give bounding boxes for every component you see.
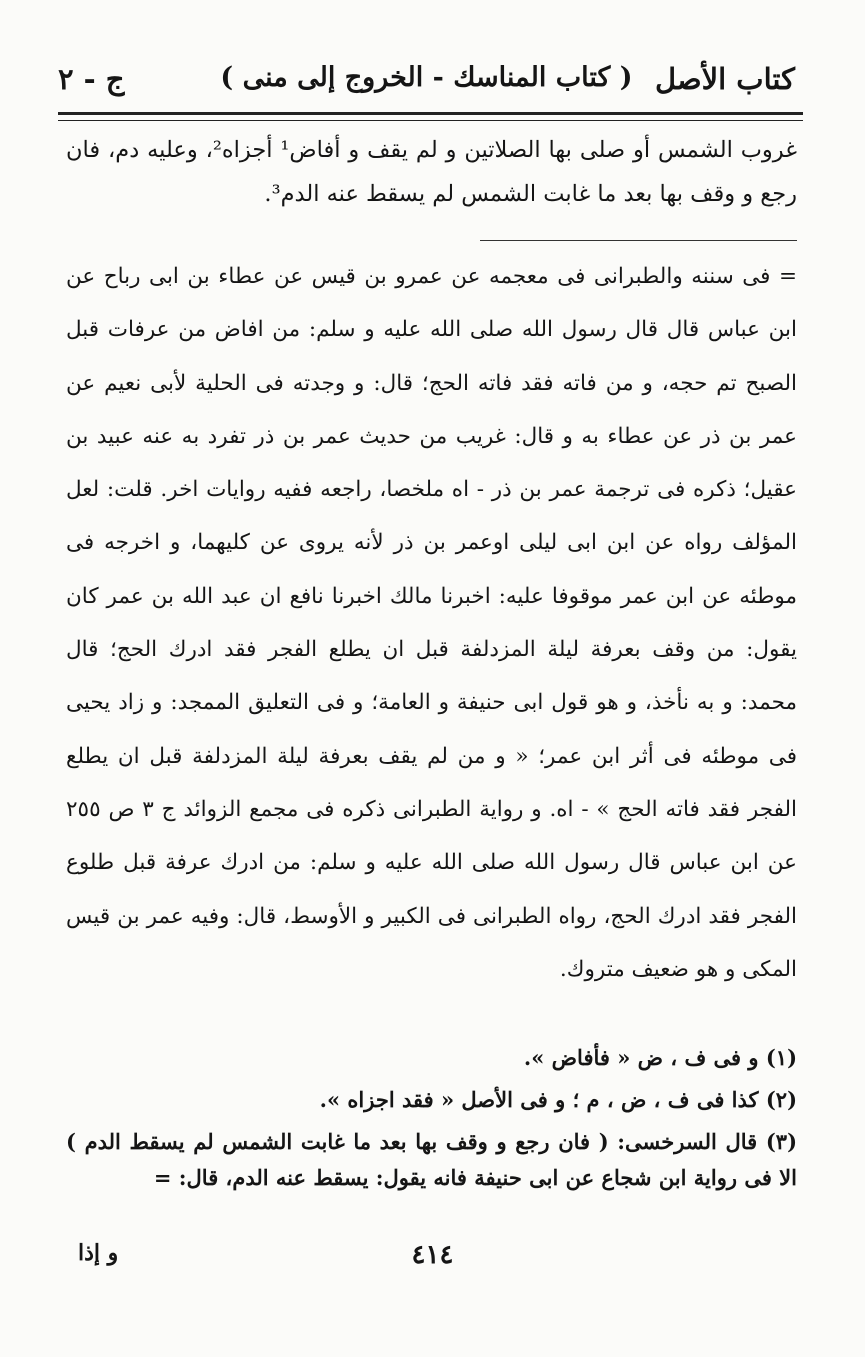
annotation-text: = فى سننه والطبرانى فى معجمه عن عمرو بن قيس عن عطاء بن ابى رباح عن ابن عباس قال قال رسول الله صلى الله عليه و سلم: من افاض من عرفات قبل الصبح تم حجه، و من فاته فقد فاته الحج؛ قال: و وجدته فى الحلية لأبى نعيم عن عمر بن ذر عن عطاء به و قال: غريب من حديث عمر بن ذر تفرد به عنه عبيد بن عقيل؛ ذكره فى ترجمة عمر بن ذر - اه ملخصا، راجعه ففيه روايات اخر. قلت: لعل المؤلف رواه عن ابن ابى ليلى اوعمر بن ذر لأنه يروى عن كليهما، و اخرجه فى موطئه عن ابن عمر موقوفا عليه: اخبرنا مالك اخبرنا نافع ان عبد الله بن عمر كان يقول: من وقف بعرفة ليلة المزدلفة قبل ان يطلع الفجر فقد ادرك الحج؛ قال محمد: و به نأخذ، و هو قول ابى حنيفة و العامة؛ و فى التعليق الممجد: و زاد يحيى فى موطئه فى أثر ابن عمر؛ « و من لم يقف بعرفة ليلة المزدلفة قبل ان يطلع الفجر فقد فاته الحج » - اه. و رواية الطبرانى ذكره فى مجمع الزوائد ج ٣ ص ٢٥٥ عن ابن عباس قال رسول الله صلى الله عليه و سلم: من ادرك عرفة قبل طلوع الفجر فقد ادرك الحج، رواه الطبرانى فى الكبير و الأوسط، قال: وفيه عمر بن قيس المكى و هو ضعيف متروك. — [66, 264, 797, 982]
main-text: غروب الشمس أو صلى بها الصلاتين و لم يقف و أفاض¹ أجزاه²، وعليه دم، فان رجع و وقف بها بعد ما غابت الشمس لم يسقط عنه الدم³. — [66, 137, 797, 207]
footnote-1: (١) و فى ف ، ض « فأفاض ». — [523, 1045, 797, 1070]
catchword: و إذا — [78, 1240, 119, 1266]
page-number: ٤١٤ — [411, 1240, 454, 1270]
annotation-divider — [480, 240, 797, 241]
footnotes — [66, 1040, 797, 1202]
footnote-3: (٣) قال السرخسى: ( فان رجع و وقف بها بعد ما غابت الشمس لم يسقط الدم ) الا فى رواية ابن شجاع عن ابى حنيفة فانه يقول: يسقط عنه الدم، قال: = — [66, 1129, 797, 1190]
footnote-2: (٢) كذا فى ف ، ض ، م ؛ و فى الأصل « فقد اجزاه ». — [319, 1087, 797, 1112]
volume-label: ج - ٢ — [58, 62, 125, 96]
book-title: كتاب الأصل — [655, 62, 795, 96]
page-header — [58, 58, 795, 110]
chapter-title: ( كتاب المناسك - الخروج إلى منى ) — [220, 62, 633, 93]
header-rule — [58, 112, 803, 121]
